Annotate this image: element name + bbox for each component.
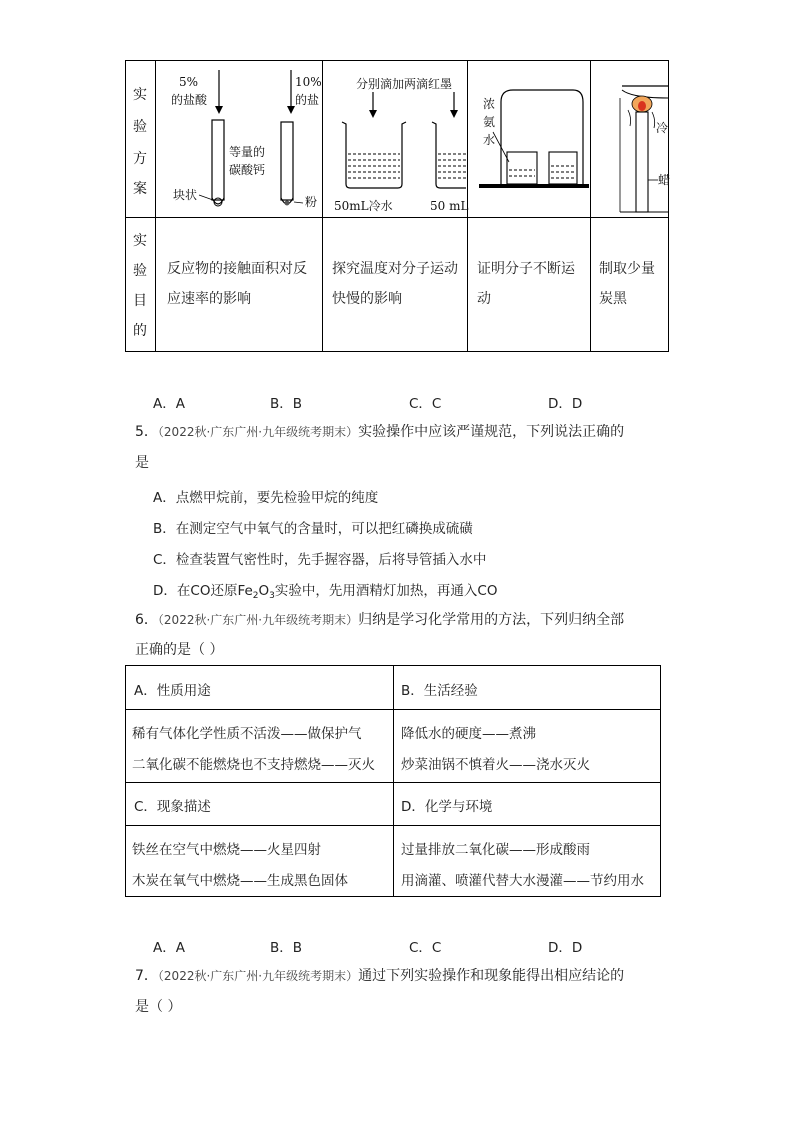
q5-stem-line-1: 实验操作中应该严谨规范，下列说法正确的 [358, 424, 625, 440]
row-label-char: 实 [133, 87, 147, 103]
row-label-char: 目 [133, 293, 147, 309]
q5-choice-d[interactable] [153, 579, 497, 601]
diagram-carbon-black [592, 62, 671, 216]
table-row-divider [125, 217, 669, 218]
cell-b-header: B．生活经验 [401, 683, 478, 699]
purpose-a-line-1: 反应物的接触面积对反 [167, 261, 307, 277]
q7-stem [135, 966, 624, 986]
purpose-c-line-1: 证明分子不断运 [477, 261, 575, 277]
q6-stem [135, 610, 624, 630]
purpose-d [599, 254, 655, 314]
purpose-b [332, 254, 458, 314]
cell-c-header: C．现象描述 [134, 799, 211, 815]
table-border-top [125, 60, 669, 61]
q5-source: （2022秋·广东广州·九年级统考期末） [157, 425, 359, 439]
purpose-c-line-2: 动 [477, 291, 491, 307]
table-col-divider [155, 60, 156, 352]
experiment-table [125, 60, 669, 352]
candle-mark: 蜡 [658, 173, 671, 187]
acid-left-label: 的盐酸 [171, 93, 208, 107]
diagram-ammonia [469, 62, 589, 216]
calcium-carbonate-label-1: 等量的 [229, 145, 266, 159]
row-label-char: 验 [133, 263, 147, 279]
q6-option-d[interactable]: D．D [548, 940, 583, 956]
q5-number: 5． [135, 424, 158, 440]
ammonia-label-1: 浓 [483, 97, 496, 111]
cell-d-line-1: 过量排放二氧化碳——形成酸雨 [401, 842, 590, 858]
q6-stem-line-1: 归纳是学习化学常用的方法，下列归纳全部 [358, 612, 625, 628]
q4-option-b[interactable]: B．B [270, 396, 303, 412]
q5-choice-c[interactable]: C．检查装置气密性时，先手握容器，后将导管插入水中 [153, 552, 487, 568]
row-label-char: 案 [133, 181, 147, 197]
q7-stem-line-1: 通过下列实验操作和现象能得出相应结论的 [358, 968, 625, 984]
cold-water-label: 50mL冷水 [334, 199, 393, 213]
table-col-divider [590, 60, 591, 352]
q6-stem-line-2: 正确的是（ ） [135, 642, 224, 658]
hot-water-label: 50 mL [430, 199, 469, 213]
cell-d-line-2: 用滴灌、喷灌代替大水漫灌——节约用水 [401, 873, 644, 889]
q5-choice-a[interactable]: A．点燃甲烷前，要先检验甲烷的纯度 [153, 490, 379, 506]
acid-left-concentration: 5% [179, 75, 199, 89]
row-label-char: 的 [133, 323, 147, 339]
cell-c-line-2: 木炭在氧气中燃烧——生成黑色固体 [132, 873, 348, 889]
q6-source: （2022秋·广东广州·九年级统考期末） [157, 613, 359, 627]
row-label-char: 实 [133, 233, 147, 249]
table-col-divider [322, 60, 323, 352]
q5-choice-d-sub-1: 2 [252, 591, 259, 601]
cell-a-line-1: 稀有气体化学性质不活泼——做保护气 [132, 726, 362, 742]
q5-stem [135, 422, 624, 442]
q6-option-a[interactable]: A．A [153, 940, 185, 956]
ammonia-label-2: 氨 [483, 115, 496, 129]
table-border-bottom [125, 351, 669, 352]
q7-source: （2022秋·广东广州·九年级统考期末） [157, 969, 359, 983]
ammonia-label-3: 水 [483, 133, 496, 147]
q4-option-c[interactable]: C．C [409, 396, 442, 412]
purpose-a [167, 254, 307, 314]
lump-label: 块状 [173, 188, 198, 202]
cell-b-line-2: 炒菜油锅不慎着火——浇水灭火 [401, 757, 590, 773]
q4-option-d[interactable]: D．D [548, 396, 583, 412]
summary-table [125, 665, 661, 897]
q5-choice-d-text-1: D．在CO还原Fe [153, 583, 253, 599]
cell-a-header: A．性质用途 [134, 683, 211, 699]
q5-choice-b[interactable]: B．在测定空气中氧气的含量时，可以把红磷换成硫磺 [153, 521, 473, 537]
q5-choice-d-text-3: 实验中，先用酒精灯加热，再通入CO [274, 583, 498, 599]
q7-stem-line-2: 是（ ） [135, 999, 182, 1015]
purpose-d-line-2: 炭黑 [599, 291, 627, 307]
purpose-a-line-2: 应速率的影响 [167, 291, 251, 307]
diagram-surface-area [157, 62, 321, 216]
table-border-right [668, 60, 669, 352]
diagram-temperature [324, 62, 469, 216]
cell-a-line-2: 二氧化碳不能燃烧也不支持燃烧——灭火 [132, 757, 375, 773]
acid-right-concentration: 10% [295, 75, 322, 89]
cold-mark: 冷 [656, 121, 669, 135]
purpose-b-line-1: 探究温度对分子运动 [332, 261, 458, 277]
cell-c-line-1: 铁丝在空气中燃烧——火星四射 [132, 842, 321, 858]
q4-option-a[interactable]: A．A [153, 396, 185, 412]
q6-option-b[interactable]: B．B [270, 940, 303, 956]
cell-b-line-1: 降低水的硬度——煮沸 [401, 726, 536, 742]
q5-choice-d-sub-2: 3 [269, 591, 275, 601]
q6-number: 6． [135, 612, 158, 628]
drip-ink-label: 分别滴加两滴红墨 [356, 77, 453, 91]
row-label-char: 验 [133, 119, 147, 135]
q5-choice-d-text-2: O [258, 583, 270, 599]
row-label-char: 方 [133, 151, 147, 167]
q7-number: 7． [135, 968, 158, 984]
purpose-d-line-1: 制取少量 [599, 261, 655, 277]
q6-option-c[interactable]: C．C [409, 940, 442, 956]
purpose-b-line-2: 快慢的影响 [332, 291, 402, 307]
purpose-c [477, 254, 575, 314]
powder-label: 粉 [305, 195, 318, 209]
q5-stem-line-2: 是 [135, 455, 149, 471]
summary-col-divider [393, 666, 394, 896]
calcium-carbonate-label-2: 碳酸钙 [229, 163, 266, 177]
cell-d-header: D．化学与环境 [401, 799, 493, 815]
acid-right-label: 的盐 [295, 93, 320, 107]
